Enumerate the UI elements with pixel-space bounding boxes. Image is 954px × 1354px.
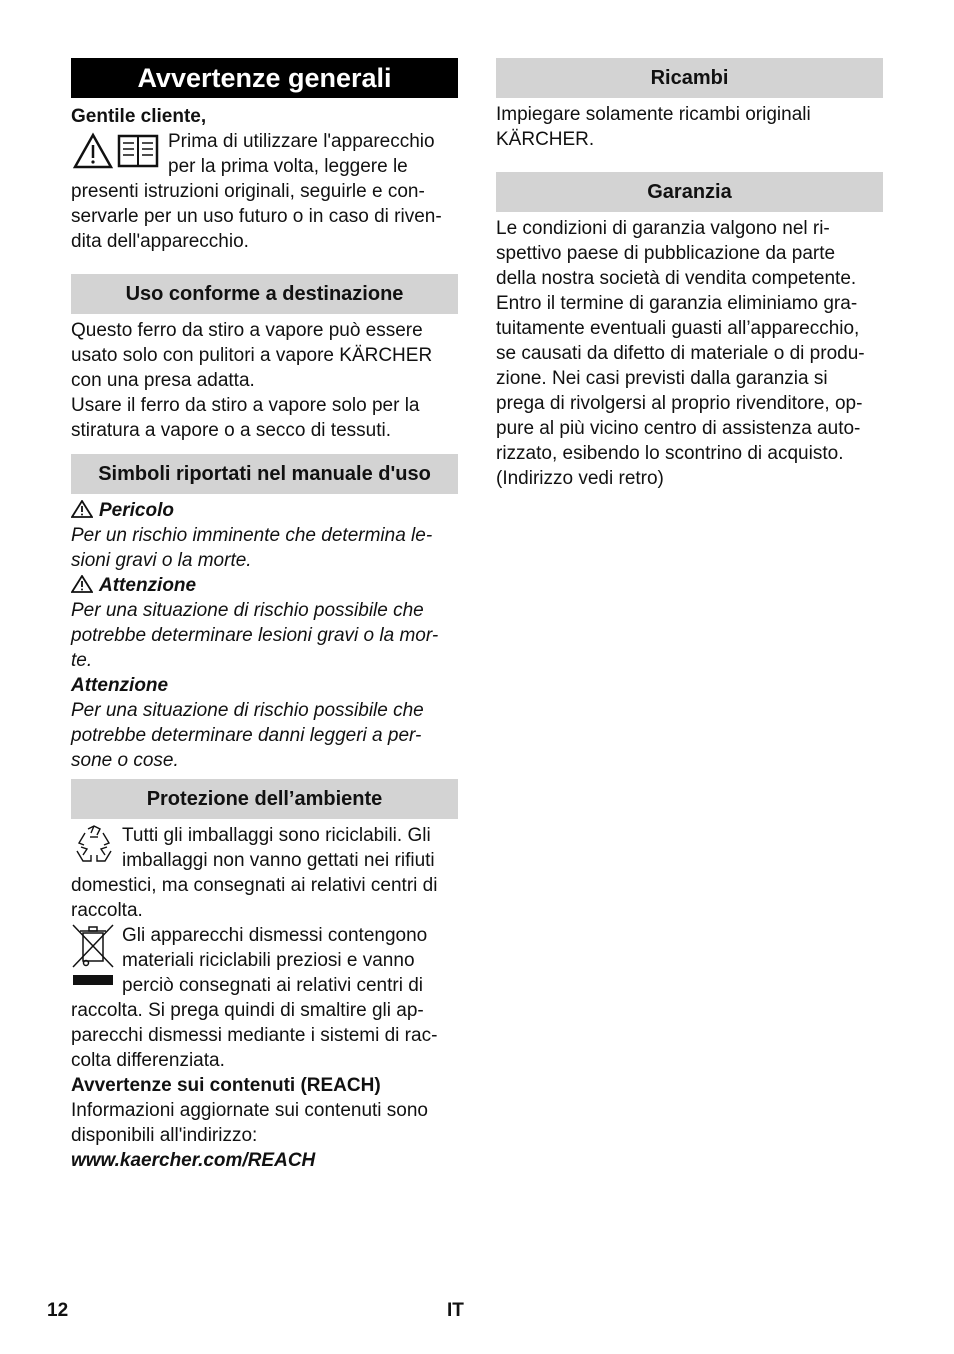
text-line: della nostra società di vendita competente.: [496, 268, 857, 289]
intro-block: [71, 129, 458, 254]
warning-manual-icon: [71, 131, 163, 175]
weee-bin-icon: [71, 923, 117, 989]
text-line: Per una situazione di rischio possibile che: [71, 600, 424, 621]
simboli-text: [71, 498, 458, 773]
warning-icon: [71, 575, 93, 593]
warning-icon: [71, 500, 93, 518]
text-line: te.: [71, 650, 93, 671]
text-line: raccolta.: [71, 900, 143, 921]
text-line: Informazioni aggiornate sui contenuti sono: [71, 1100, 429, 1121]
text-line: disponibili all'indirizzo:: [71, 1125, 258, 1146]
text-line: rizzato, esibendo lo scontrino di acquisto.: [496, 443, 844, 464]
text-line: stiratura a vapore o a secco di tessuti.: [71, 420, 391, 441]
intro-line: presenti istruzioni originali, seguirle e con-: [71, 181, 425, 202]
text-line: domestici, ma consegnati ai relativi centri di: [71, 875, 438, 896]
text-line: sone o cose.: [71, 750, 179, 771]
section-heading-garanzia: Garanzia: [496, 172, 883, 212]
garanzia-text: [496, 216, 883, 491]
text-line: Entro il termine di garanzia eliminiamo gra-: [496, 293, 858, 314]
text-line: pure al più vicino centro di assistenza auto-: [496, 418, 861, 439]
text-line: con una presa adatta.: [71, 370, 255, 391]
text-line: sioni gravi o la morte.: [71, 550, 252, 571]
text-line: parecchi dismessi mediante i sistemi di rac-: [71, 1025, 438, 1046]
text-line: Questo ferro da stiro a vapore può essere: [71, 320, 423, 341]
language-code: IT: [447, 1300, 464, 1321]
text-line: colta differenziata.: [71, 1050, 225, 1071]
reach-link[interactable]: www.kaercher.com/REACH: [71, 1150, 316, 1171]
recycle-icon: [71, 823, 117, 867]
intro-line: dita dell'apparecchio.: [71, 231, 249, 252]
reach-title: Avvertenze sui contenuti (REACH): [71, 1075, 381, 1096]
intro-line: per la prima volta, leggere le: [168, 156, 408, 177]
text-line: Le condizioni di garanzia valgono nel ri-: [496, 218, 830, 239]
text-line: KÄRCHER.: [496, 129, 595, 150]
text-line: Usare il ferro da stiro a vapore solo per la: [71, 395, 420, 416]
page-title: Avvertenze generali: [71, 58, 458, 98]
text-line: se causati da difetto di materiale o di produ-: [496, 343, 865, 364]
text-line: Gli apparecchi dismessi contengono: [122, 925, 428, 946]
page-number: 12: [47, 1300, 69, 1321]
left-column: [71, 58, 458, 1173]
text-line: raccolta. Si prega quindi di smaltire gli ap-: [71, 1000, 424, 1021]
text-line: Impiegare solamente ricambi originali: [496, 104, 811, 125]
text-line: Per un rischio imminente che determina le-: [71, 525, 433, 546]
intro-line: servarle per un uso futuro o in caso di riven-: [71, 206, 442, 227]
section-heading-protezione: Protezione dell’ambiente: [71, 779, 458, 819]
text-line: Per una situazione di rischio possibile che: [71, 700, 424, 721]
section-heading-ricambi: Ricambi: [496, 58, 883, 98]
protezione-text: [71, 823, 458, 1173]
uso-text: [71, 318, 458, 443]
attenzione-label: Attenzione: [71, 675, 169, 696]
text-line: spettivo paese di pubblicazione da parte: [496, 243, 836, 264]
greeting: Gentile cliente,: [71, 106, 207, 127]
text-line: potrebbe determinare lesioni gravi o la mor-: [71, 625, 439, 646]
text-line: Tutti gli imballaggi sono riciclabili. Gli: [122, 825, 431, 846]
text-line: perciò consegnati ai relativi centri di: [122, 975, 423, 996]
text-line: usato solo con pulitori a vapore KÄRCHER: [71, 345, 433, 366]
text-line: materiali riciclabili preziosi e vanno: [122, 950, 415, 971]
text-line: prega di rivolgersi al proprio rivenditore, op-: [496, 393, 863, 414]
right-column: [496, 58, 883, 491]
intro-line: Prima di utilizzare l'apparecchio: [168, 131, 435, 152]
text-line: tuitamente eventuali guasti all’apparecchio,: [496, 318, 860, 339]
text-line: (Indirizzo vedi retro): [496, 468, 664, 489]
pericolo-label: Pericolo: [99, 500, 174, 521]
attenzione-label: Attenzione: [99, 575, 197, 596]
section-heading-simboli: Simboli riportati nel manuale d'uso: [71, 454, 458, 494]
text-line: potrebbe determinare danni leggeri a per-: [71, 725, 422, 746]
section-heading-uso: Uso conforme a destinazione: [71, 274, 458, 314]
text-line: imballaggi non vanno gettati nei rifiuti: [122, 850, 435, 871]
text-line: zione. Nei casi previsti dalla garanzia si: [496, 368, 828, 389]
ricambi-text: [496, 102, 883, 152]
